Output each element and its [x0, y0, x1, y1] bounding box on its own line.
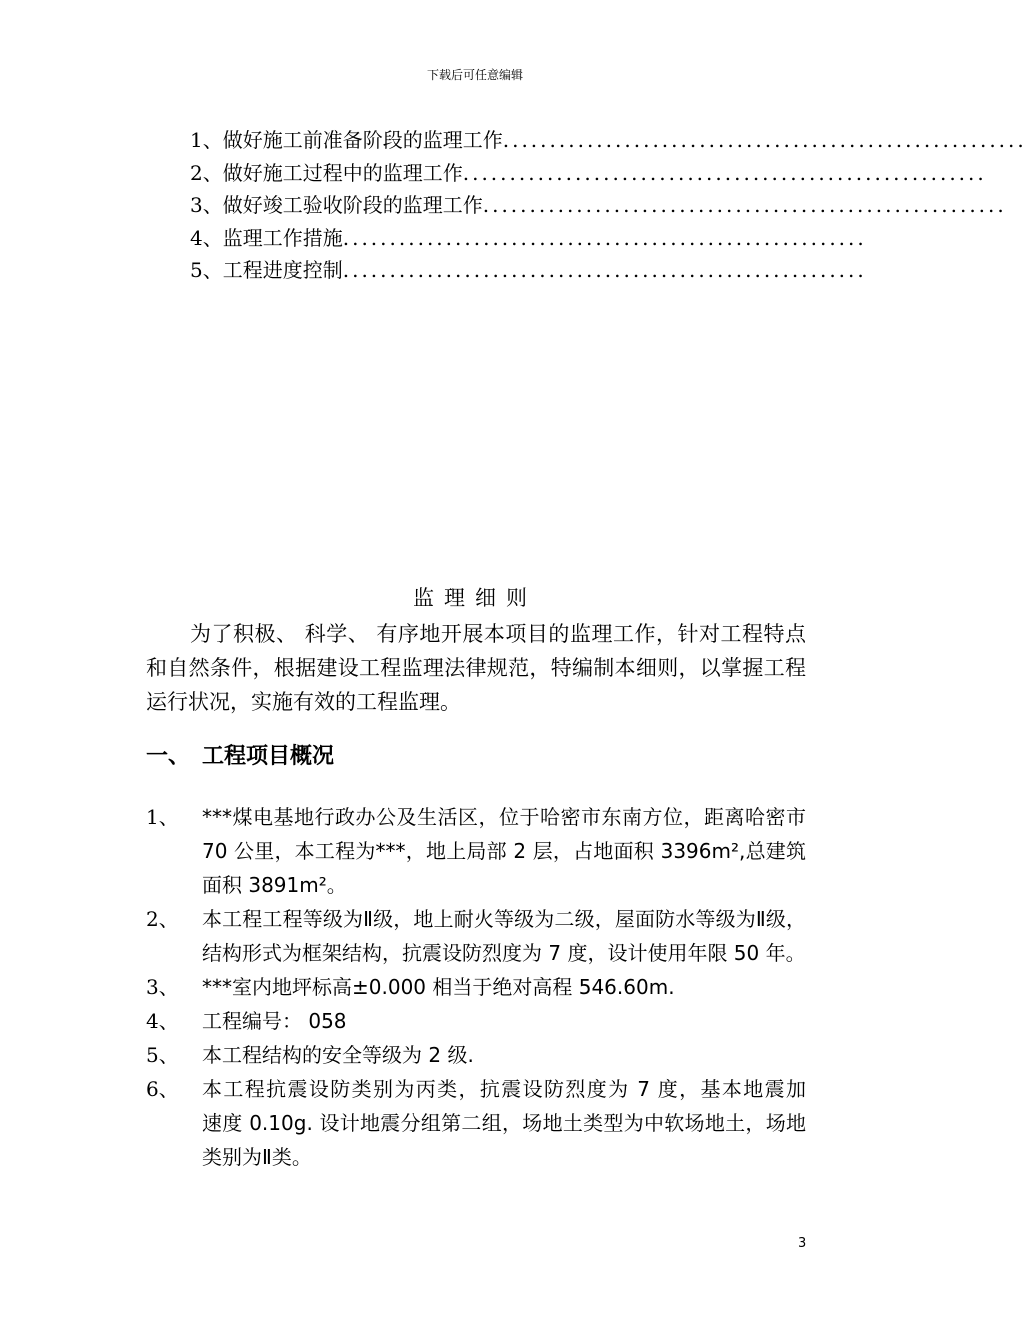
toc-entry[interactable]	[190, 254, 867, 287]
document-title: 监理细则	[413, 586, 537, 610]
list-item	[146, 1072, 833, 1174]
toc-entry-title: 做好竣工验收阶段的监理工作	[222, 193, 483, 217]
list-item	[146, 970, 806, 1004]
list-item-number: 2、	[146, 907, 179, 931]
toc-entry-title: 做好施工前准备阶段的监理工作	[222, 128, 503, 152]
toc-leader-dots: ........................................................	[342, 258, 867, 282]
table-of-contents	[190, 124, 1027, 287]
list-item	[146, 902, 806, 970]
list-item	[146, 800, 806, 902]
page-number: 3	[798, 1236, 807, 1251]
list-item-text: 本工程抗震设防类别为丙类，抗震设防烈度为 7 度，基本地震加 速度 0.10g. 设计地震分组第二组，场地土类型为中软场地土，场地类别为Ⅱ类。	[202, 1077, 833, 1169]
list-item-text: 本工程工程等级为Ⅱ级，地上耐火等级为二级，屋面防水等级为Ⅱ级，结构形式为框架结构，抗震设防烈度为 7 度，设计使用年限 50 年。	[202, 907, 806, 965]
list-item-number: 6、	[146, 1077, 179, 1101]
list-item-text: ***煤电基地行政办公及生活区，位于哈密市东南方位，距离哈密市 70 公里，本工程为***，地上局部 2 层，占地面积 3396m²,总建筑面积 3891m²。	[202, 805, 806, 897]
page-header: 下载后可任意编辑	[426, 68, 523, 82]
section-title: 工程项目概况	[202, 744, 335, 769]
toc-leader-dots: ........................................................	[462, 160, 987, 185]
list-item-text: 工程编号： 058	[202, 1009, 347, 1033]
list-item-number: 5、	[146, 1043, 179, 1067]
section-number: 一、	[146, 744, 191, 769]
list-item-number: 4、	[146, 1009, 179, 1033]
toc-entry-number: 1、	[190, 128, 223, 152]
toc-leader-dots: ........................................................	[482, 193, 1007, 217]
list-item	[146, 1038, 806, 1072]
list-item-number: 1、	[146, 805, 179, 829]
toc-entry-number: 3、	[190, 193, 223, 217]
intro-paragraph: 为了积极、 科学、 有序地开展本项目的监理工作，针对工程特点和自然条件，根据建设工程监理法律规范，特编制本细则，以掌握工程运行状况，实施有效的工程监理。	[146, 622, 806, 714]
toc-entry[interactable]	[190, 124, 1027, 157]
toc-entry-number: 5、	[190, 258, 223, 282]
toc-entry[interactable]	[190, 222, 867, 255]
toc-leader-dots: ........................................................	[502, 128, 1027, 152]
toc-entry-title: 工程进度控制	[222, 258, 343, 282]
toc-entry-number: 4、	[190, 225, 223, 250]
list-item	[146, 1004, 806, 1038]
toc-entry[interactable]	[190, 189, 1007, 222]
toc-entry-title: 监理工作措施	[222, 225, 343, 250]
toc-leader-dots: ........................................................	[342, 225, 867, 250]
list-item-text: 本工程结构的安全等级为 2 级.	[202, 1043, 474, 1067]
toc-entry-number: 2、	[190, 160, 223, 185]
toc-entry-title: 做好施工过程中的监理工作	[222, 160, 463, 185]
section-heading	[146, 739, 334, 770]
overview-list	[146, 800, 833, 1174]
toc-entry[interactable]	[190, 157, 987, 190]
list-item-number: 3、	[146, 975, 179, 999]
list-item-text: ***室内地坪标高±0.000 相当于绝对高程 546.60m.	[202, 975, 675, 999]
